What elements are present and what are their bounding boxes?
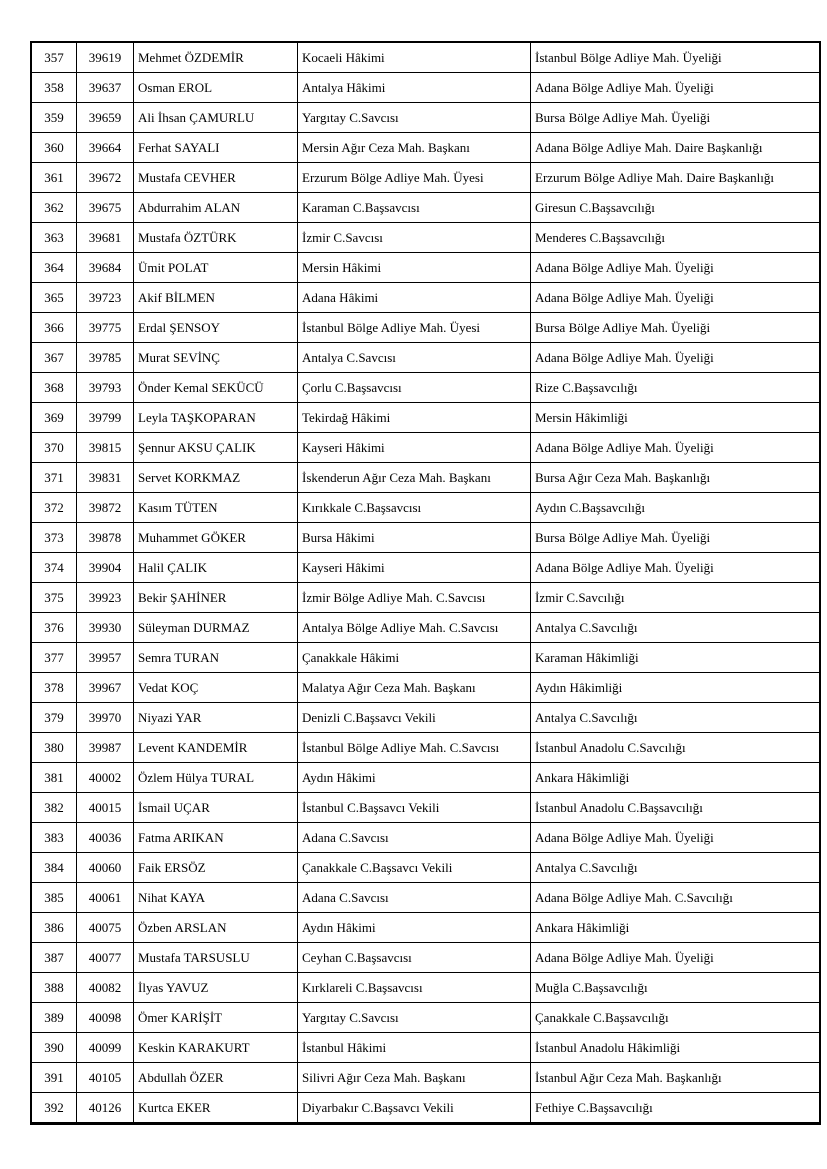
sequence-number-cell: 359 [31, 103, 77, 133]
current-post-cell: Mersin Ağır Ceza Mah. Başkanı [298, 133, 531, 163]
current-post-cell: Kırklareli C.Başsavcısı [298, 973, 531, 1003]
table-row [31, 553, 820, 583]
sequence-number-cell: 370 [31, 433, 77, 463]
table-row [31, 1003, 820, 1033]
assigned-post-cell: Adana Bölge Adliye Mah. Üyeliği [531, 73, 821, 103]
assigned-post-cell: Rize C.Başsavcılığı [531, 373, 821, 403]
current-post-cell: Denizli C.Başsavcı Vekili [298, 703, 531, 733]
name-cell: İlyas YAVUZ [134, 973, 298, 1003]
assigned-post-cell: Adana Bölge Adliye Mah. Üyeliği [531, 433, 821, 463]
current-post-cell: Yargıtay C.Savcısı [298, 1003, 531, 1033]
current-post-cell: İstanbul Hâkimi [298, 1033, 531, 1063]
assigned-post-cell: Muğla C.Başsavcılığı [531, 973, 821, 1003]
assigned-post-cell: Adana Bölge Adliye Mah. Üyeliği [531, 823, 821, 853]
name-cell: Keskin KARAKURT [134, 1033, 298, 1063]
name-cell: Levent KANDEMİR [134, 733, 298, 763]
table-row [31, 73, 820, 103]
registry-number-cell: 40015 [77, 793, 134, 823]
sequence-number-cell: 383 [31, 823, 77, 853]
name-cell: Muhammet GÖKER [134, 523, 298, 553]
sequence-number-cell: 363 [31, 223, 77, 253]
registry-number-cell: 39637 [77, 73, 134, 103]
name-cell: Özben ARSLAN [134, 913, 298, 943]
registry-number-cell: 40075 [77, 913, 134, 943]
current-post-cell: Mersin Hâkimi [298, 253, 531, 283]
sequence-number-cell: 384 [31, 853, 77, 883]
name-cell: Niyazi YAR [134, 703, 298, 733]
table-row [31, 133, 820, 163]
sequence-number-cell: 371 [31, 463, 77, 493]
assigned-post-cell: Bursa Bölge Adliye Mah. Üyeliği [531, 103, 821, 133]
assigned-post-cell: Bursa Bölge Adliye Mah. Üyeliği [531, 313, 821, 343]
assigned-post-cell: Antalya C.Savcılığı [531, 703, 821, 733]
sequence-number-cell: 368 [31, 373, 77, 403]
sequence-number-cell: 386 [31, 913, 77, 943]
table-row [31, 433, 820, 463]
sequence-number-cell: 377 [31, 643, 77, 673]
table-row [31, 763, 820, 793]
current-post-cell: Kayseri Hâkimi [298, 553, 531, 583]
registry-number-cell: 39723 [77, 283, 134, 313]
sequence-number-cell: 364 [31, 253, 77, 283]
name-cell: Murat SEVİNÇ [134, 343, 298, 373]
current-post-cell: Bursa Hâkimi [298, 523, 531, 553]
table-row [31, 853, 820, 883]
sequence-number-cell: 387 [31, 943, 77, 973]
registry-number-cell: 40060 [77, 853, 134, 883]
assigned-post-cell: Adana Bölge Adliye Mah. Üyeliği [531, 343, 821, 373]
registry-number-cell: 40061 [77, 883, 134, 913]
assigned-post-cell: Karaman Hâkimliği [531, 643, 821, 673]
name-cell: Ferhat SAYALI [134, 133, 298, 163]
name-cell: Faik ERSÖZ [134, 853, 298, 883]
table-row [31, 493, 820, 523]
name-cell: Semra TURAN [134, 643, 298, 673]
table-row [31, 1033, 820, 1063]
sequence-number-cell: 379 [31, 703, 77, 733]
sequence-number-cell: 374 [31, 553, 77, 583]
assigned-post-cell: Antalya C.Savcılığı [531, 853, 821, 883]
assigned-post-cell: Adana Bölge Adliye Mah. C.Savcılığı [531, 883, 821, 913]
assigned-post-cell: Adana Bölge Adliye Mah. Üyeliği [531, 283, 821, 313]
sequence-number-cell: 367 [31, 343, 77, 373]
current-post-cell: Çanakkale C.Başsavcı Vekili [298, 853, 531, 883]
table-row [31, 583, 820, 613]
table-row [31, 283, 820, 313]
registry-number-cell: 39872 [77, 493, 134, 523]
registry-number-cell: 39675 [77, 193, 134, 223]
registry-number-cell: 39793 [77, 373, 134, 403]
name-cell: İsmail UÇAR [134, 793, 298, 823]
name-cell: Mustafa CEVHER [134, 163, 298, 193]
current-post-cell: Antalya Hâkimi [298, 73, 531, 103]
registry-number-cell: 39659 [77, 103, 134, 133]
table-row [31, 823, 820, 853]
sequence-number-cell: 381 [31, 763, 77, 793]
assigned-post-cell: Bursa Ağır Ceza Mah. Başkanlığı [531, 463, 821, 493]
assigned-post-cell: Ankara Hâkimliği [531, 913, 821, 943]
table-row [31, 733, 820, 763]
assigned-post-cell: Ankara Hâkimliği [531, 763, 821, 793]
table-row [31, 973, 820, 1003]
name-cell: Ömer KARİŞİT [134, 1003, 298, 1033]
table-row [31, 643, 820, 673]
table-row [31, 673, 820, 703]
current-post-cell: Adana Hâkimi [298, 283, 531, 313]
registry-number-cell: 39684 [77, 253, 134, 283]
table-row [31, 1063, 820, 1093]
sequence-number-cell: 390 [31, 1033, 77, 1063]
sequence-number-cell: 373 [31, 523, 77, 553]
name-cell: Abdullah ÖZER [134, 1063, 298, 1093]
name-cell: Leyla TAŞKOPARAN [134, 403, 298, 433]
current-post-cell: İstanbul Bölge Adliye Mah. C.Savcısı [298, 733, 531, 763]
registry-number-cell: 40002 [77, 763, 134, 793]
table-row [31, 42, 820, 73]
name-cell: Kurtca EKER [134, 1093, 298, 1124]
name-cell: Nihat KAYA [134, 883, 298, 913]
registry-number-cell: 39930 [77, 613, 134, 643]
sequence-number-cell: 388 [31, 973, 77, 1003]
name-cell: Bekir ŞAHİNER [134, 583, 298, 613]
current-post-cell: Diyarbakır C.Başsavcı Vekili [298, 1093, 531, 1124]
current-post-cell: İstanbul C.Başsavcı Vekili [298, 793, 531, 823]
table-row [31, 403, 820, 433]
name-cell: Mehmet ÖZDEMİR [134, 42, 298, 73]
registry-number-cell: 39831 [77, 463, 134, 493]
registry-number-cell: 39664 [77, 133, 134, 163]
name-cell: Akif BİLMEN [134, 283, 298, 313]
assigned-post-cell: Antalya C.Savcılığı [531, 613, 821, 643]
name-cell: Önder Kemal SEKÜCÜ [134, 373, 298, 403]
registry-number-cell: 40099 [77, 1033, 134, 1063]
assigned-post-cell: Giresun C.Başsavcılığı [531, 193, 821, 223]
sequence-number-cell: 391 [31, 1063, 77, 1093]
table-row [31, 373, 820, 403]
current-post-cell: Çorlu C.Başsavcısı [298, 373, 531, 403]
sequence-number-cell: 375 [31, 583, 77, 613]
assigned-post-cell: Adana Bölge Adliye Mah. Daire Başkanlığı [531, 133, 821, 163]
table-row [31, 793, 820, 823]
sequence-number-cell: 362 [31, 193, 77, 223]
assigned-post-cell: İstanbul Ağır Ceza Mah. Başkanlığı [531, 1063, 821, 1093]
table-row [31, 703, 820, 733]
current-post-cell: Malatya Ağır Ceza Mah. Başkanı [298, 673, 531, 703]
table-row [31, 913, 820, 943]
registry-number-cell: 40082 [77, 973, 134, 1003]
sequence-number-cell: 378 [31, 673, 77, 703]
current-post-cell: Kayseri Hâkimi [298, 433, 531, 463]
sequence-number-cell: 369 [31, 403, 77, 433]
table-row [31, 193, 820, 223]
assigned-post-cell: Mersin Hâkimliği [531, 403, 821, 433]
registry-number-cell: 40077 [77, 943, 134, 973]
sequence-number-cell: 358 [31, 73, 77, 103]
current-post-cell: Ceyhan C.Başsavcısı [298, 943, 531, 973]
name-cell: Süleyman DURMAZ [134, 613, 298, 643]
name-cell: Osman EROL [134, 73, 298, 103]
assigned-post-cell: Adana Bölge Adliye Mah. Üyeliği [531, 553, 821, 583]
current-post-cell: Kırıkkale C.Başsavcısı [298, 493, 531, 523]
current-post-cell: Antalya Bölge Adliye Mah. C.Savcısı [298, 613, 531, 643]
current-post-cell: Kocaeli Hâkimi [298, 42, 531, 73]
assigned-post-cell: Adana Bölge Adliye Mah. Üyeliği [531, 253, 821, 283]
table-row [31, 313, 820, 343]
sequence-number-cell: 361 [31, 163, 77, 193]
table-row [31, 883, 820, 913]
name-cell: Servet KORKMAZ [134, 463, 298, 493]
name-cell: Halil ÇALIK [134, 553, 298, 583]
table-row [31, 103, 820, 133]
assigned-post-cell: İzmir C.Savcılığı [531, 583, 821, 613]
sequence-number-cell: 380 [31, 733, 77, 763]
current-post-cell: Tekirdağ Hâkimi [298, 403, 531, 433]
name-cell: Ümit POLAT [134, 253, 298, 283]
current-post-cell: Çanakkale Hâkimi [298, 643, 531, 673]
table-row [31, 523, 820, 553]
current-post-cell: Antalya C.Savcısı [298, 343, 531, 373]
registry-number-cell: 39987 [77, 733, 134, 763]
name-cell: Ali İhsan ÇAMURLU [134, 103, 298, 133]
assignment-table-body [31, 42, 820, 1124]
registry-number-cell: 39967 [77, 673, 134, 703]
name-cell: Vedat KOÇ [134, 673, 298, 703]
sequence-number-cell: 376 [31, 613, 77, 643]
registry-number-cell: 39799 [77, 403, 134, 433]
registry-number-cell: 40098 [77, 1003, 134, 1033]
current-post-cell: Silivri Ağır Ceza Mah. Başkanı [298, 1063, 531, 1093]
table-row [31, 1093, 820, 1124]
sequence-number-cell: 372 [31, 493, 77, 523]
registry-number-cell: 39681 [77, 223, 134, 253]
name-cell: Özlem Hülya TURAL [134, 763, 298, 793]
name-cell: Fatma ARIKAN [134, 823, 298, 853]
sequence-number-cell: 392 [31, 1093, 77, 1124]
judicial-assignments-table [30, 41, 821, 1125]
current-post-cell: Adana C.Savcısı [298, 823, 531, 853]
registry-number-cell: 39923 [77, 583, 134, 613]
registry-number-cell: 40036 [77, 823, 134, 853]
assigned-post-cell: İstanbul Bölge Adliye Mah. Üyeliği [531, 42, 821, 73]
assigned-post-cell: Bursa Bölge Adliye Mah. Üyeliği [531, 523, 821, 553]
current-post-cell: İstanbul Bölge Adliye Mah. Üyesi [298, 313, 531, 343]
name-cell: Kasım TÜTEN [134, 493, 298, 523]
registry-number-cell: 39619 [77, 42, 134, 73]
registry-number-cell: 40105 [77, 1063, 134, 1093]
registry-number-cell: 39970 [77, 703, 134, 733]
table-row [31, 943, 820, 973]
name-cell: Şennur AKSU ÇALIK [134, 433, 298, 463]
sequence-number-cell: 365 [31, 283, 77, 313]
current-post-cell: Adana C.Savcısı [298, 883, 531, 913]
table-row [31, 613, 820, 643]
sequence-number-cell: 360 [31, 133, 77, 163]
sequence-number-cell: 382 [31, 793, 77, 823]
assigned-post-cell: Fethiye C.Başsavcılığı [531, 1093, 821, 1124]
sequence-number-cell: 389 [31, 1003, 77, 1033]
table-row [31, 223, 820, 253]
assigned-post-cell: Aydın Hâkimliği [531, 673, 821, 703]
current-post-cell: Karaman C.Başsavcısı [298, 193, 531, 223]
registry-number-cell: 39672 [77, 163, 134, 193]
name-cell: Erdal ŞENSOY [134, 313, 298, 343]
registry-number-cell: 39957 [77, 643, 134, 673]
current-post-cell: Yargıtay C.Savcısı [298, 103, 531, 133]
registry-number-cell: 39785 [77, 343, 134, 373]
registry-number-cell: 39904 [77, 553, 134, 583]
assigned-post-cell: İstanbul Anadolu C.Başsavcılığı [531, 793, 821, 823]
sequence-number-cell: 385 [31, 883, 77, 913]
current-post-cell: İskenderun Ağır Ceza Mah. Başkanı [298, 463, 531, 493]
assigned-post-cell: Erzurum Bölge Adliye Mah. Daire Başkanlığı [531, 163, 821, 193]
registry-number-cell: 39878 [77, 523, 134, 553]
table-row [31, 253, 820, 283]
assigned-post-cell: Çanakkale C.Başsavcılığı [531, 1003, 821, 1033]
current-post-cell: Aydın Hâkimi [298, 913, 531, 943]
assigned-post-cell: Adana Bölge Adliye Mah. Üyeliği [531, 943, 821, 973]
assigned-post-cell: İstanbul Anadolu C.Savcılığı [531, 733, 821, 763]
assigned-post-cell: Aydın C.Başsavcılığı [531, 493, 821, 523]
sequence-number-cell: 357 [31, 42, 77, 73]
table-row [31, 163, 820, 193]
current-post-cell: Erzurum Bölge Adliye Mah. Üyesi [298, 163, 531, 193]
table-row [31, 343, 820, 373]
name-cell: Mustafa ÖZTÜRK [134, 223, 298, 253]
name-cell: Mustafa TARSUSLU [134, 943, 298, 973]
assigned-post-cell: İstanbul Anadolu Hâkimliği [531, 1033, 821, 1063]
registry-number-cell: 39775 [77, 313, 134, 343]
assigned-post-cell: Menderes C.Başsavcılığı [531, 223, 821, 253]
current-post-cell: İzmir Bölge Adliye Mah. C.Savcısı [298, 583, 531, 613]
current-post-cell: Aydın Hâkimi [298, 763, 531, 793]
registry-number-cell: 39815 [77, 433, 134, 463]
table-row [31, 463, 820, 493]
current-post-cell: İzmir C.Savcısı [298, 223, 531, 253]
sequence-number-cell: 366 [31, 313, 77, 343]
name-cell: Abdurrahim ALAN [134, 193, 298, 223]
registry-number-cell: 40126 [77, 1093, 134, 1124]
